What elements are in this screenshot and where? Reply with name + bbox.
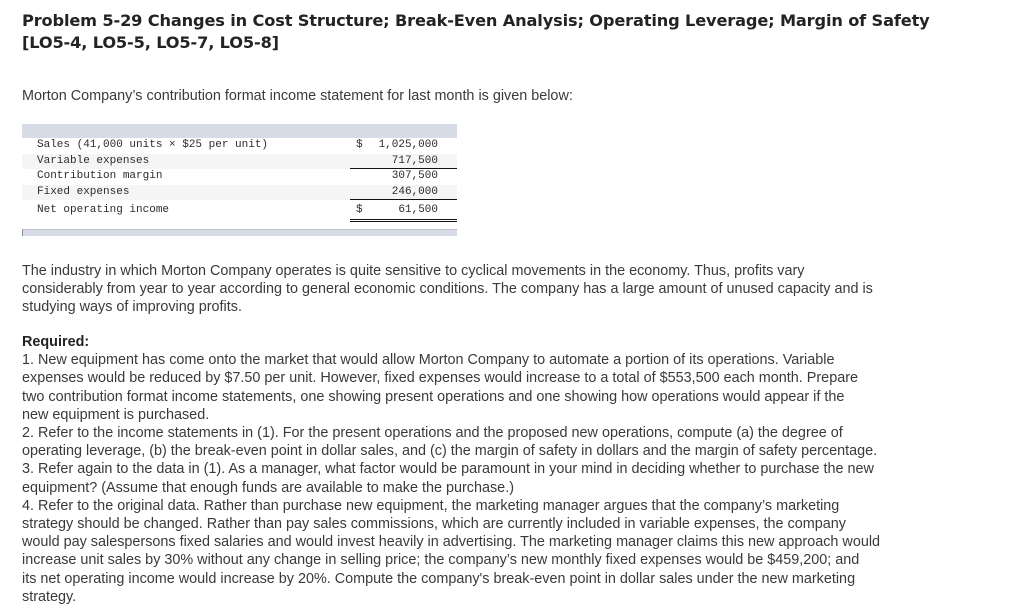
amount-cell bbox=[350, 185, 457, 201]
row-label: Contribution margin bbox=[37, 170, 163, 182]
amount-cell bbox=[350, 138, 457, 154]
currency-symbol: $ bbox=[356, 139, 363, 151]
table-row-sales bbox=[22, 138, 457, 154]
required-line: strategy should be changed. Rather than pay sales commissions, which are currently included in variable expenses, the company bbox=[22, 516, 846, 533]
amount-cell bbox=[350, 154, 457, 170]
required-line: 4. Refer to the original data. Rather than purchase new equipment, the marketing manager argues that the company’s marketing bbox=[22, 497, 840, 514]
required-line: its net operating income would increase by 20%. Compute the company's break-even point in dollar sales under the new marketing bbox=[22, 570, 856, 587]
context-paragraph bbox=[22, 262, 1022, 317]
table-row-contribution-margin bbox=[22, 169, 457, 185]
problem-title-line-2: [LO5-4, LO5-5, LO5-7, LO5-8] bbox=[22, 33, 279, 52]
amount-cell bbox=[350, 169, 457, 185]
problem-title-line-1: Problem 5-29 Changes in Cost Structure; Break-Even Analysis; Operating Leverage; Margin of Safety bbox=[22, 11, 930, 30]
required-line: equipment? (Assume that enough funds are available to make the purchase.) bbox=[22, 479, 514, 496]
required-line: expenses would be reduced by $7.50 per unit. However, fixed expenses would increase to a total of $553,500 each month. Prepare bbox=[22, 370, 858, 387]
required-line: 2. Refer to the income statements in (1). For the present operations and the proposed new operations, compute (a) the degree of bbox=[22, 425, 843, 442]
problem-title bbox=[22, 10, 1022, 54]
amount-value: 717,500 bbox=[391, 154, 438, 167]
required-line: two contribution format income statements, one showing present operations and one showing how operations would appear if the bbox=[22, 388, 845, 405]
row-label: Fixed expenses bbox=[37, 185, 130, 198]
intro-text: Morton Company’s contribution format income statement for last month is given below: bbox=[22, 88, 573, 104]
amount-value: 61,500 bbox=[398, 204, 438, 216]
table-footer-bar bbox=[22, 229, 457, 236]
income-statement-table bbox=[22, 124, 457, 236]
required-line: increase unit sales by 30% without any change in selling price; the company’s new monthly fixed expenses would be $459,200; and bbox=[22, 552, 860, 569]
table-row-fixed-expenses bbox=[22, 185, 457, 201]
row-label: Variable expenses bbox=[37, 154, 150, 167]
amount-cell bbox=[350, 200, 457, 222]
required-line: strategy. bbox=[22, 588, 77, 605]
amount-value: 1,025,000 bbox=[378, 139, 438, 151]
required-heading: Required: bbox=[22, 334, 90, 350]
required-line: operating leverage, (b) the break-even point in dollar sales, and (c) the margin of safety in dollars and the margin of safety percentage. bbox=[22, 443, 878, 460]
context-line: The industry in which Morton Company operates is quite sensitive to cyclical movements in the economy. Thus, profits vary bbox=[22, 263, 805, 279]
amount-value: 246,000 bbox=[391, 185, 438, 198]
context-line: considerably from year to year according to general economic conditions. The company has a large amount of unused capacity and is bbox=[22, 281, 873, 298]
context-line: studying ways of improving profits. bbox=[22, 299, 242, 316]
table-row-net-operating-income bbox=[22, 200, 457, 220]
currency-symbol: $ bbox=[356, 204, 363, 216]
required-line: would pay salespersons fixed salaries and would invest heavily in advertising. The marketing manager claims this new approach would bbox=[22, 534, 881, 551]
table-row-variable-expenses bbox=[22, 154, 457, 170]
row-label: Net operating income bbox=[37, 204, 170, 216]
required-line: 3. Refer again to the data in (1). As a manager, what factor would be paramount in your mind in deciding whether to purchase the new bbox=[22, 461, 874, 478]
required-section bbox=[22, 333, 1022, 606]
amount-value: 307,500 bbox=[391, 170, 438, 182]
table-header-bar bbox=[22, 124, 457, 138]
required-line: 1. New equipment has come onto the market that would allow Morton Company to automate a portion of its operations. Variable bbox=[22, 352, 835, 369]
required-line: new equipment is purchased. bbox=[22, 406, 210, 423]
row-label: Sales (41,000 units × $25 per unit) bbox=[37, 139, 269, 151]
